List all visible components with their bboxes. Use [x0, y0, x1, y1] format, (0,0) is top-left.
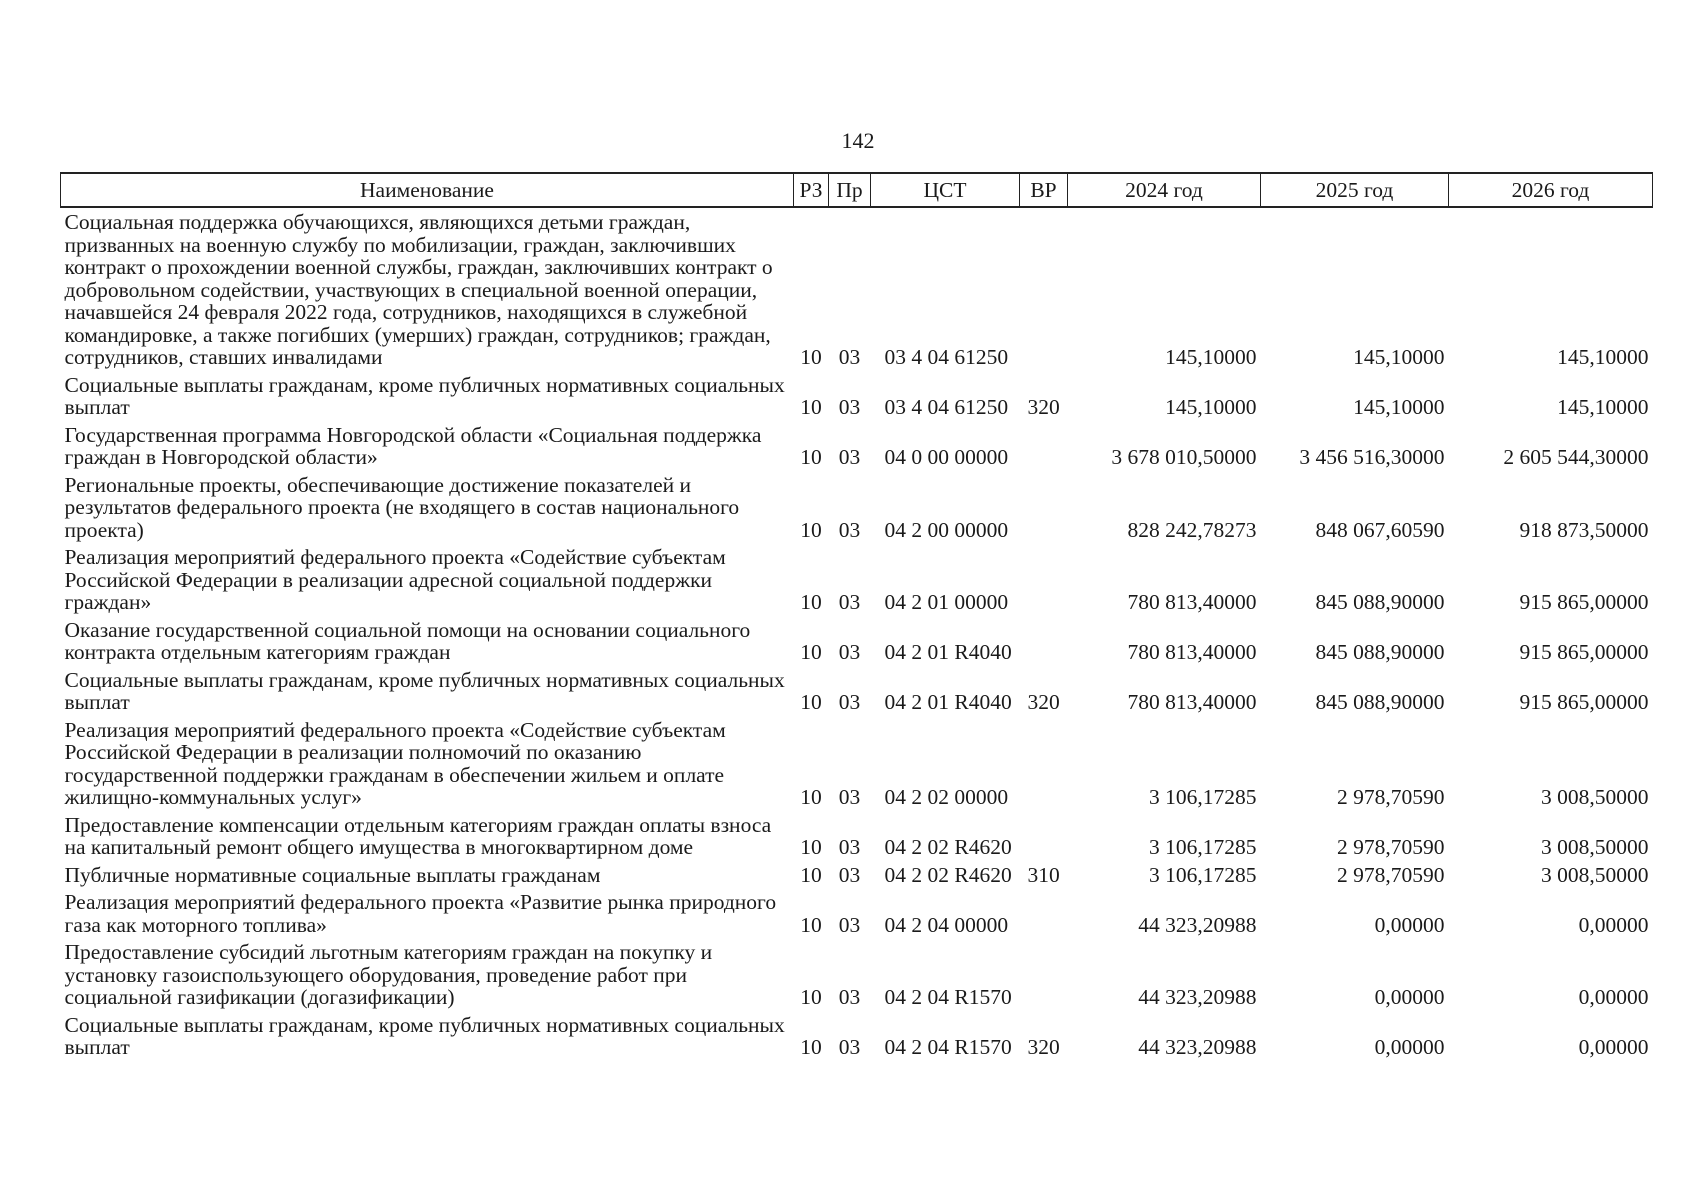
row-name: Социальные выплаты гражданам, кроме публичных нормативных социальных выплат	[64, 667, 785, 714]
row-2026: 0,00000	[1578, 985, 1649, 1009]
row-name: Региональные проекты, обеспечивающие достижение показателей и результатов федерального проекта (не входящего в состав национального проекта)	[64, 472, 740, 542]
row-cst: 04 2 02 R4620	[884, 862, 1012, 887]
row-vr: 310	[1027, 862, 1060, 887]
row-rz: 10	[800, 835, 822, 859]
row-cst: 03 4 04 61250	[884, 395, 1009, 419]
table-row	[61, 936, 1653, 1009]
row-pr: 03	[838, 345, 861, 369]
row-name: Государственная программа Новгородской области «Социальная поддержка граждан в Новгородской области»	[64, 422, 762, 469]
row-2025: 0,00000	[1374, 1035, 1445, 1059]
table-row	[61, 859, 1653, 887]
row-cst: 04 2 04 R1570	[884, 985, 1012, 1009]
row-vr	[1020, 886, 1068, 936]
row-2026: 0,00000	[1578, 1035, 1649, 1059]
header-2024: 2024 год	[1068, 173, 1261, 207]
row-pr: 03	[838, 590, 861, 614]
row-rz: 10	[800, 640, 822, 664]
row-name: Реализация мероприятий федерального проекта «Содействие субъектам Российской Федерации в реализации адресной социальной поддержки граждан»	[64, 545, 726, 614]
row-pr: 03	[838, 862, 861, 887]
row-pr: 03	[838, 912, 861, 937]
row-vr	[1020, 714, 1068, 809]
table-row	[61, 541, 1653, 614]
row-rz: 10	[800, 785, 822, 809]
row-rz: 10	[800, 445, 822, 469]
row-name: Социальная поддержка обучающихся, являющихся детьми граждан, призванных на военную службу по мобилизации, граждан, заключивших контракт о прохождении военной службы, граждан, заключивших контракт о добровольном содействии, участвующих в специальной военной операции, начавшейся 24 февраля 2022 года, сотрудников, находящихся в служебной командировке, а также погибших (умерших) граждан, сотрудников; граждан, сотрудников, ставших инвалидами	[64, 210, 773, 369]
row-2024: 780 813,40000	[1127, 640, 1257, 664]
row-2026: 0,00000	[1578, 912, 1649, 937]
row-rz: 10	[800, 985, 822, 1009]
row-2024: 780 813,40000	[1127, 690, 1257, 714]
header-2026: 2026 год	[1449, 173, 1653, 207]
row-vr: 320	[1027, 1035, 1060, 1059]
row-2025: 145,10000	[1353, 395, 1445, 419]
row-vr	[1020, 541, 1068, 614]
row-name: Публичные нормативные социальные выплаты гражданам	[64, 862, 601, 887]
header-pr: Пр	[829, 173, 871, 207]
row-2026: 145,10000	[1557, 395, 1649, 419]
row-rz: 10	[800, 395, 822, 419]
row-pr: 03	[838, 690, 861, 714]
row-2025: 3 456 516,30000	[1299, 445, 1445, 469]
table-row	[61, 207, 1653, 369]
row-cst: 04 2 01 00000	[884, 590, 1009, 614]
page-number: 142	[841, 128, 875, 153]
row-2025: 2 978,70590	[1337, 785, 1445, 809]
row-name: Социальные выплаты гражданам, кроме публичных нормативных социальных выплат	[64, 1012, 785, 1059]
row-cst: 04 2 02 R4620	[884, 835, 1012, 859]
row-vr	[1020, 809, 1068, 859]
row-pr: 03	[838, 785, 861, 809]
row-2024: 145,10000	[1165, 395, 1257, 419]
row-2026: 3 008,50000	[1541, 835, 1649, 859]
row-2024: 3 106,17285	[1149, 785, 1257, 809]
row-2024: 780 813,40000	[1127, 590, 1257, 614]
row-cst: 04 2 01 R4040	[884, 640, 1012, 664]
row-2026: 3 008,50000	[1541, 785, 1649, 809]
row-2024: 44 323,20988	[1138, 1035, 1257, 1059]
table-row	[61, 664, 1653, 714]
row-cst: 04 2 04 R1570	[884, 1035, 1012, 1059]
row-cst: 04 0 00 00000	[884, 445, 1009, 469]
row-rz: 10	[800, 345, 822, 369]
row-vr	[1020, 419, 1068, 469]
row-2025: 145,10000	[1353, 345, 1445, 369]
row-name: Реализация мероприятий федерального проекта «Развитие рынка природного газа как моторного топлива»	[64, 890, 777, 937]
row-2026: 2 605 544,30000	[1503, 445, 1649, 469]
header-vr: ВР	[1020, 173, 1068, 207]
row-2024: 3 106,17285	[1149, 835, 1257, 859]
row-2024: 44 323,20988	[1138, 912, 1257, 937]
row-2024: 828 242,78273	[1127, 517, 1257, 542]
row-pr: 03	[838, 985, 861, 1009]
table-row	[61, 469, 1653, 542]
row-2026: 915 865,00000	[1519, 640, 1649, 664]
row-name: Оказание государственной социальной помощи на основании социального контракта отдельным категориям граждан	[64, 617, 751, 664]
row-vr	[1020, 469, 1068, 542]
table-row	[61, 809, 1653, 859]
table-row	[61, 419, 1653, 469]
row-2024: 44 323,20988	[1138, 985, 1257, 1009]
table-row	[61, 369, 1653, 419]
row-2025: 845 088,90000	[1315, 590, 1445, 614]
row-name: Реализация мероприятий федерального проекта «Содействие субъектам Российской Федерации в реализации полномочий по оказанию государственной поддержки гражданам в обеспечении жильем и оплате жилищно-коммунальных услуг»	[64, 717, 726, 809]
row-rz: 10	[800, 862, 822, 887]
row-vr	[1020, 207, 1068, 369]
row-rz: 10	[800, 690, 822, 714]
row-rz: 10	[800, 1035, 822, 1059]
row-2025: 2 978,70590	[1337, 835, 1445, 859]
row-cst: 04 2 04 00000	[884, 912, 1009, 937]
row-vr: 320	[1027, 395, 1060, 419]
table-header	[61, 173, 1653, 207]
row-cst: 04 2 00 00000	[884, 517, 1009, 542]
header-name: Наименование	[61, 173, 794, 207]
row-2026: 918 873,50000	[1519, 517, 1649, 542]
table-row	[61, 714, 1653, 809]
row-pr: 03	[838, 1035, 861, 1059]
row-cst: 03 4 04 61250	[884, 345, 1009, 369]
row-rz: 10	[800, 590, 822, 614]
row-2026: 3 008,50000	[1541, 862, 1649, 887]
row-rz: 10	[800, 517, 822, 542]
row-name: Социальные выплаты гражданам, кроме публичных нормативных социальных выплат	[64, 372, 785, 419]
row-vr	[1020, 614, 1068, 664]
table-row	[61, 614, 1653, 664]
row-2026: 915 865,00000	[1519, 690, 1649, 714]
row-name: Предоставление субсидий льготным категориям граждан на покупку и установку газоиспользующего оборудования, проведение работ при социальной газификации (догазификации)	[64, 940, 713, 1009]
row-2024: 3 106,17285	[1149, 862, 1257, 887]
header-2025: 2025 год	[1261, 173, 1449, 207]
table-row	[61, 1009, 1653, 1059]
row-2026: 915 865,00000	[1519, 590, 1649, 614]
row-rz: 10	[800, 912, 822, 937]
row-2026: 145,10000	[1557, 345, 1649, 369]
row-pr: 03	[838, 517, 861, 542]
row-2025: 0,00000	[1374, 912, 1445, 937]
header-cst: ЦСТ	[871, 173, 1020, 207]
budget-table	[60, 172, 1653, 1059]
row-2025: 0,00000	[1374, 985, 1445, 1009]
header-rz: РЗ	[794, 173, 829, 207]
row-2024: 145,10000	[1165, 345, 1257, 369]
row-vr	[1020, 936, 1068, 1009]
header-row	[61, 173, 1653, 207]
table-row	[61, 886, 1653, 936]
row-2025: 845 088,90000	[1315, 690, 1445, 714]
row-cst: 04 2 02 00000	[884, 785, 1009, 809]
row-2025: 848 067,60590	[1315, 517, 1445, 542]
row-pr: 03	[838, 445, 861, 469]
row-cst: 04 2 01 R4040	[884, 690, 1012, 714]
row-name: Предоставление компенсации отдельным категориям граждан оплаты взноса на капитальный ремонт общего имущества в многоквартирном доме	[64, 812, 772, 859]
row-2025: 2 978,70590	[1337, 862, 1445, 887]
row-vr: 320	[1027, 690, 1060, 714]
table-body	[61, 207, 1653, 1059]
row-2025: 845 088,90000	[1315, 640, 1445, 664]
row-pr: 03	[838, 640, 861, 664]
row-2024: 3 678 010,50000	[1111, 445, 1257, 469]
row-pr: 03	[838, 395, 861, 419]
row-pr: 03	[838, 835, 861, 859]
